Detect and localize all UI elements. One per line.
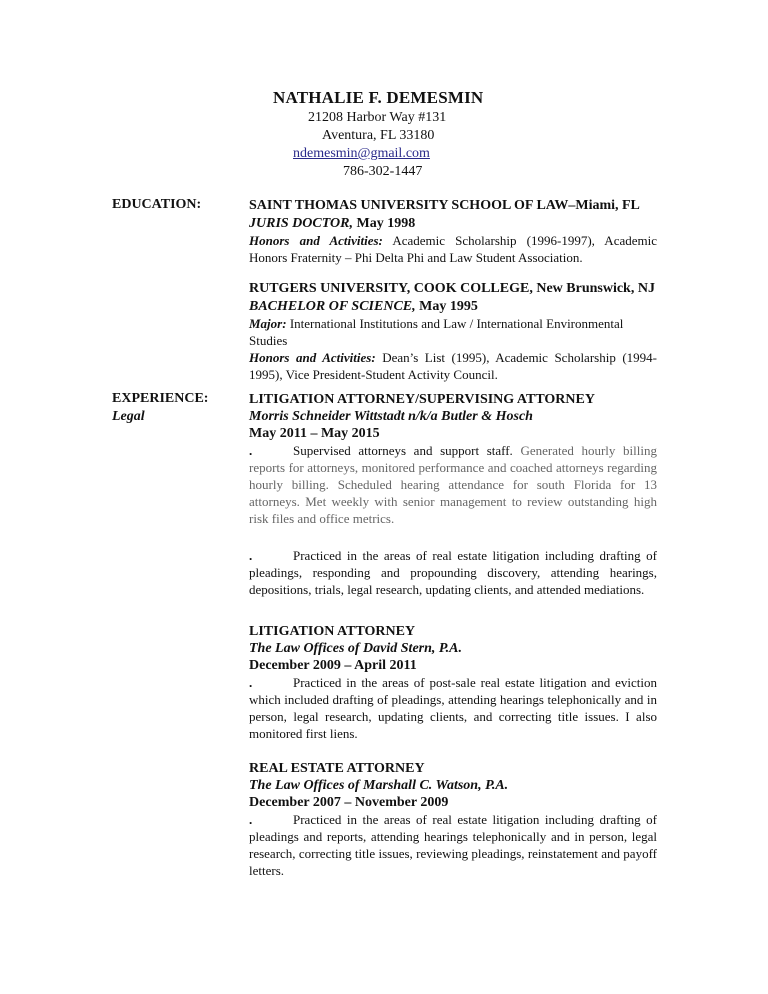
job-firm: The Law Offices of David Stern, P.A. <box>249 641 462 656</box>
phone-number: 786-302-1447 <box>343 164 423 179</box>
honors-label: Honors and Activities: <box>249 350 376 365</box>
honors-text: Dean’s List (1995), Academic Scholarship (1994-1995), Vice President-Student Activity Council. <box>249 350 658 382</box>
job-entry-3 <box>249 760 657 879</box>
education-school-1 <box>249 197 657 266</box>
job-dates: December 2009 – April 2011 <box>249 658 417 673</box>
honors-text: Academic Scholarship (1996-1997), Academic Honors Fraternity – Phi Delta Phi and Law Student Association. <box>249 233 657 265</box>
job-bullet-1: . Supervised attorneys and support staff. Generated hourly billing reports for attorneys, monitored performance and coached attorneys regarding hourly billing. Scheduled hearing attendance for south Florida for 13 attorneys. Met weekly with senior management to review outstanding high risk files and office metrics. <box>249 443 657 526</box>
job-entry-2 <box>249 623 657 742</box>
resume-name: NATHALIE F. DEMESMIN <box>273 88 484 107</box>
job-dates: December 2007 – November 2009 <box>249 795 449 810</box>
school-name: RUTGERS UNIVERSITY, COOK COLLEGE, New Brunswick, NJ <box>249 281 655 296</box>
honors-label: Honors and Activities: <box>249 233 383 248</box>
degree-date: May 1998 <box>356 216 416 231</box>
major-label: Major: <box>249 316 287 331</box>
job-dates: May 2011 – May 2015 <box>249 426 380 441</box>
job-title: REAL ESTATE ATTORNEY <box>249 761 425 776</box>
job-firm: Morris Schneider Wittstadt n/k/a Butler & Hosch <box>249 409 533 424</box>
job-firm: The Law Offices of Marshall C. Watson, P.A. <box>249 778 509 793</box>
degree-date: May 1995 <box>419 299 478 314</box>
education-school-2 <box>249 280 657 383</box>
address-line-1: 21208 Harbor Way #131 <box>308 110 447 125</box>
address-line-2: Aventura, FL 33180 <box>322 128 435 143</box>
job-bullet-1: . Practiced in the areas of post-sale real estate litigation and eviction which included drafting of pleadings, attending hearings telephonically and in person, legal research, updating clients, and correcting title issues. I also monitored first liens. <box>249 675 657 741</box>
degree: BACHELOR OF SCIENCE, <box>249 299 416 314</box>
job-title: LITIGATION ATTORNEY/SUPERVISING ATTORNEY <box>249 392 595 407</box>
degree: JURIS DOCTOR, <box>249 216 353 231</box>
major-text: International Institutions and Law / International Environmental Studies <box>249 316 624 348</box>
experience-sublabel: Legal <box>112 409 145 424</box>
email-link[interactable]: ndemesmin@gmail.com <box>293 146 430 161</box>
job-entry-1 <box>249 391 657 598</box>
education-label: EDUCATION: <box>112 197 202 212</box>
job-bullet-2: . Practiced in the areas of real estate litigation including drafting of pleadings, responding and propounding discovery, attending hearings, depositions, trials, legal research, updating clients, and attended mediations. <box>249 548 657 597</box>
experience-label: EXPERIENCE: <box>112 391 209 406</box>
job-title: LITIGATION ATTORNEY <box>249 624 416 639</box>
school-name: SAINT THOMAS UNIVERSITY SCHOOL OF LAW–Miami, FL <box>249 198 640 213</box>
job-bullet-1: . Practiced in the areas of real estate litigation including drafting of pleadings and reports, attending hearings telephonically and in person, legal research, correcting title issues, reviewing pleadings, reinstatement and payoff letters. <box>249 812 657 878</box>
